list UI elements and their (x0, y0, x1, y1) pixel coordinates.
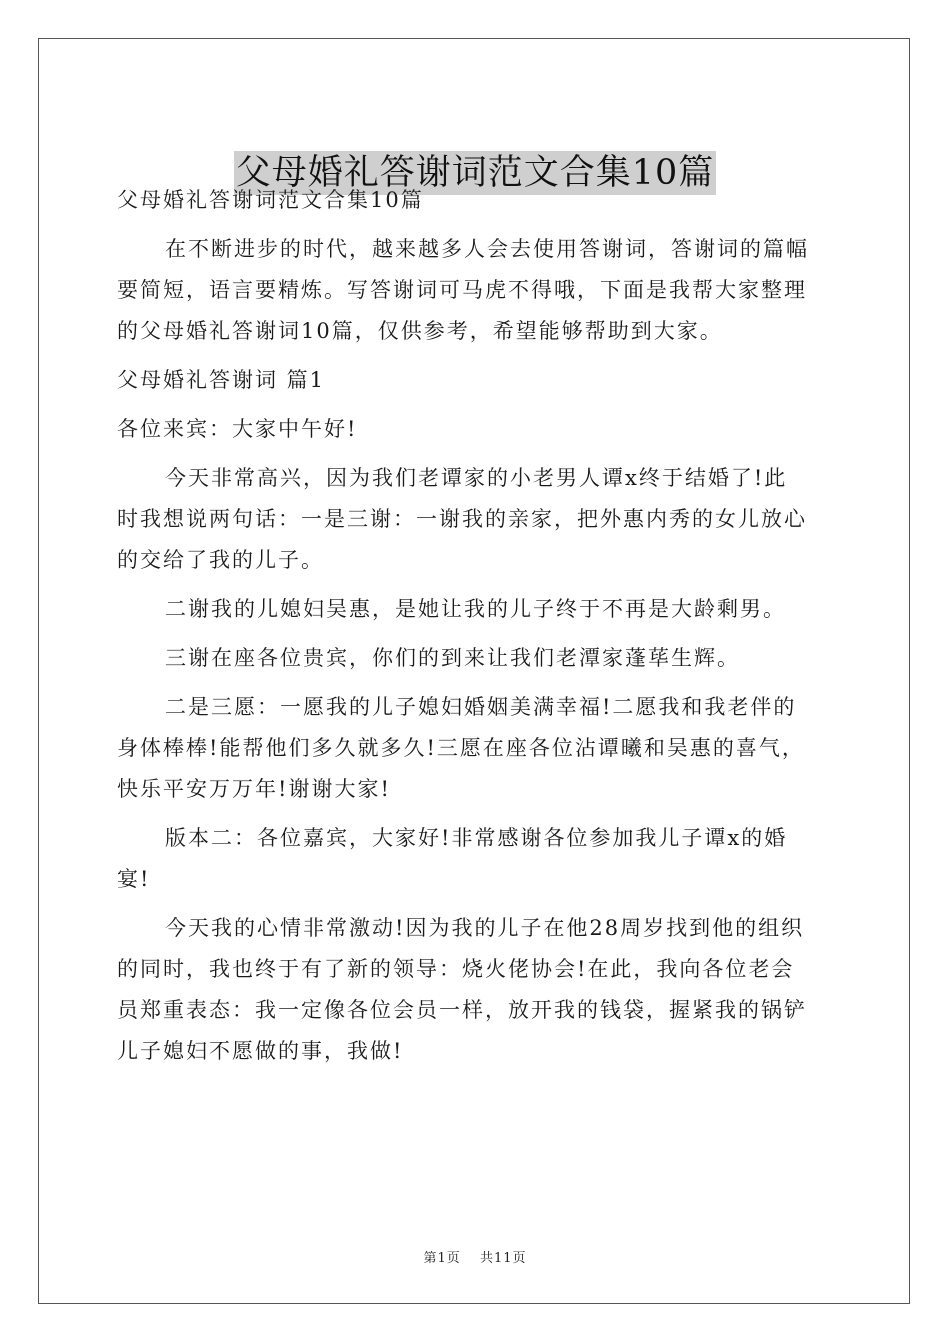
greeting: 各位来宾：大家中午好! (117, 417, 358, 441)
paragraph-6 (117, 908, 835, 1072)
paragraph-line: 宴! (117, 867, 151, 891)
paragraph-line: 的交给了我的儿子。 (117, 548, 324, 572)
paragraph-line: 儿子媳妇不愿做的事，我做! (117, 1039, 404, 1063)
intro-paragraph (117, 229, 835, 352)
paragraph-line: 要简短，语言要精炼。写答谢词可马虎不得哦，下面是我帮大家整理 (117, 278, 807, 302)
paragraph-line: 时我想说两句话：一是三谢：一谢我的亲家，把外惠内秀的女儿放心 (117, 507, 807, 531)
total-pages: 共11页 (479, 1251, 527, 1266)
paragraph-line: 的父母婚礼答谢词10篇，仅供参考，希望能够帮助到大家。 (117, 319, 723, 343)
paragraph-line: 二是三愿：一愿我的儿子媳妇婚姻美满幸福!二愿我和我老伴的 (165, 695, 797, 719)
paragraph-line: 在不断进步的时代，越来越多人会去使用答谢词，答谢词的篇幅 (165, 237, 809, 261)
paragraph-2: 二谢我的儿媳妇吴惠，是她让我的儿子终于不再是大龄剩男。 (165, 597, 786, 621)
paragraph-line: 员郑重表态：我一定像各位会员一样，放开我的钱袋，握紧我的锅铲 (117, 998, 807, 1022)
paragraph-3: 三谢在座各位贵宾，你们的到来让我们老潭家蓬荜生辉。 (165, 646, 740, 670)
paragraph-5 (117, 818, 835, 900)
paragraph-line: 今天非常高兴，因为我们老谭家的小老男人谭x终于结婚了!此 (165, 466, 788, 490)
paragraph-line: 版本二：各位嘉宾，大家好!非常感谢各位参加我儿子谭x的婚 (165, 826, 788, 850)
page-footer (0, 1247, 950, 1266)
paragraph-line: 身体棒棒!能帮他们多久就多久!三愿在座各位沾谭曦和吴惠的喜气， (117, 736, 805, 760)
paragraph-line: 的同时，我也终于有了新的领导：烧火佬协会!在此，我向各位老会 (117, 957, 795, 981)
paragraph-1 (117, 458, 835, 581)
document-subtitle: 父母婚礼答谢词范文合集10篇 (117, 188, 424, 212)
paragraph-line: 快乐平安万万年!谢谢大家! (117, 777, 391, 801)
paragraph-4 (117, 687, 835, 810)
document-body (117, 180, 835, 1072)
document-title: 父母婚礼答谢词范文合集10篇 (235, 153, 715, 194)
page-number: 第1页 (423, 1251, 461, 1266)
section-heading: 父母婚礼答谢词 篇1 (117, 368, 326, 392)
paragraph-line: 今天我的心情非常激动!因为我的儿子在他28周岁找到他的组织 (165, 916, 805, 940)
